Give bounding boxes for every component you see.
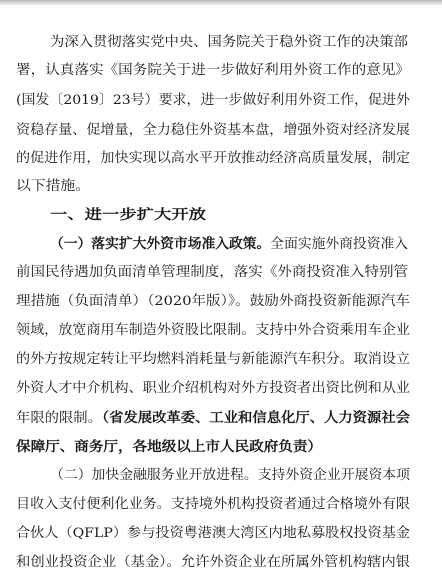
- text-line: [0, 490, 442, 520]
- text-run: 外资人才中介机构、职业介绍机构对外方投资者出资比例和从业: [16, 381, 410, 396]
- text-line-content: [16, 287, 410, 317]
- page-top-edge: [0, 0, 442, 6]
- bold-text-run: （省发展改革委、工业和信息化厅、人力资源社会: [101, 410, 410, 426]
- text-line-content: [16, 316, 410, 346]
- text-run: 署，认真落实《国务院关于进一步做好利用外资工作的意见》: [16, 63, 410, 78]
- text-line: [0, 28, 442, 58]
- text-line: [0, 229, 442, 259]
- text-line-content: [16, 403, 410, 433]
- text-line-content: [16, 548, 410, 578]
- text-line: [0, 287, 442, 317]
- text-line: [0, 144, 442, 174]
- text-line: [0, 374, 442, 404]
- text-run: 和创业投资企业（基金）。允许外资企业在所属外管机构辖内银: [16, 555, 410, 570]
- text-line-content: [16, 144, 410, 174]
- text-run: 目收入支付便利化业务。支持境外机构投资者通过合格境外有限: [16, 497, 410, 512]
- text-run: 全面实施外商投资准入: [270, 237, 408, 252]
- text-line: [0, 258, 442, 288]
- text-run: （二）加快金融服务业开放进程。支持外资企业开展资本项: [50, 468, 410, 483]
- text-run: 领域，放宽商用车制造外资股比限制。支持中外合资乘用车企业: [16, 323, 410, 338]
- text-line: [0, 172, 442, 202]
- text-line: [0, 316, 442, 346]
- text-run: 的促进作用，加快实现以高水平开放推动经济高质量发展，制定: [16, 151, 410, 166]
- text-line: [0, 86, 442, 116]
- text-line: [0, 345, 442, 375]
- text-line-content: [50, 229, 408, 259]
- text-line-content: [16, 345, 410, 375]
- text-run: 为深入贯彻落实党中央、国务院关于稳外资工作的决策部: [50, 35, 409, 50]
- text-run: 年限的限制。: [16, 411, 102, 426]
- text-line-content: [50, 200, 206, 230]
- text-run: 合伙人（QFLP）参与投资粤港澳大湾区内地私募股权投资基金: [16, 526, 410, 541]
- bold-text-run: （一）落实扩大外资市场准入政策。: [50, 236, 271, 252]
- text-run: 理措施（负面清单）（2020年版）》。鼓励外商投资新能源汽车: [16, 294, 410, 309]
- text-run: 的外方按规定转让平均燃料消耗量与新能源汽车积分。取消设立: [16, 352, 410, 367]
- text-run: 以下措施。: [16, 179, 90, 194]
- text-line-content: [16, 56, 410, 86]
- text-line: [0, 56, 442, 86]
- text-line: [0, 432, 442, 462]
- text-run: 前国民待遇加负面清单管理制度，落实《外商投资准入特别管: [16, 265, 408, 280]
- text-run: (国发〔2019〕23号）要求，进一步做好利用外资工作，促进外: [16, 93, 410, 108]
- text-line-content: [16, 86, 410, 116]
- text-line: [0, 200, 442, 230]
- text-line: [0, 519, 442, 549]
- text-line-content: [16, 374, 410, 404]
- text-line-content: [50, 461, 410, 491]
- text-line: [0, 116, 442, 146]
- bold-text-run: 保障厅、商务厅，各地级以上市人民政府负责）: [16, 439, 322, 455]
- text-line-content: [16, 432, 322, 462]
- text-line-content: [16, 116, 410, 146]
- text-line-content: [16, 490, 410, 520]
- text-line: [0, 403, 442, 433]
- text-line: [0, 461, 442, 491]
- text-line-content: [16, 519, 410, 549]
- text-line-content: [16, 172, 90, 202]
- text-run: 资稳存量、促增量，全力稳住外资基本盘，增强外资对经济发展: [16, 123, 410, 138]
- bold-text-run: 一、进一步扩大开放: [50, 207, 206, 223]
- text-line: [0, 548, 442, 578]
- text-line-content: [50, 28, 408, 58]
- text-line-content: [16, 258, 408, 288]
